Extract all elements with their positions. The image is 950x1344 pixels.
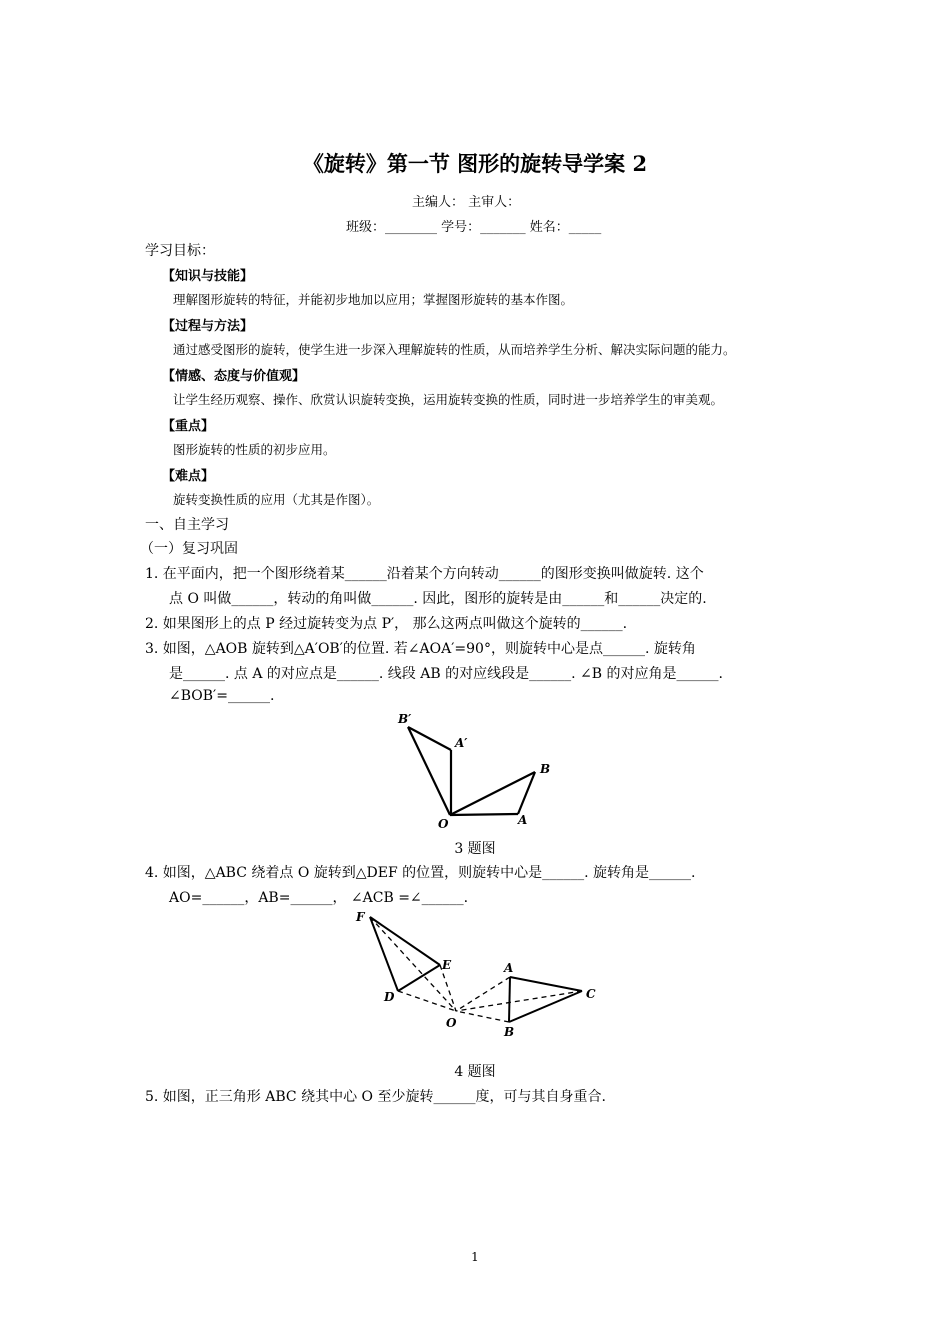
fig4-label-e: E (442, 958, 452, 972)
objective-label-difficulty: 【难点】 (162, 469, 215, 484)
student-info-line: 班级：________ 学号：_______ 姓名：_____ (346, 220, 602, 235)
figure-4-diagram (350, 905, 610, 1040)
fig4-label-d: D (384, 990, 395, 1004)
objective-label-process: 【过程与方法】 (162, 319, 254, 334)
subsection-heading: （一）复习巩固 (140, 541, 238, 557)
question-4-line-1: 4. 如图，△ABC 绕着点 O 旋转到△DEF 的位置，则旋转中心是______. 旋转角是______. (145, 865, 696, 881)
question-5: 5. 如图，正三角形 ABC 绕其中心 O 至少旋转______度，可与其自身重合. (145, 1089, 606, 1105)
fig4-dash-d-o (398, 991, 456, 1011)
question-1-line-1: 1. 在平面内，把一个图形绕着某______沿着某个方向转动______的图形变换叫做旋转. 这个 (145, 566, 704, 582)
question-3-line-1: 3. 如图，△AOB 旋转到△A′OB′的位置. 若∠AOA′=90°，则旋转中心是点______. 旋转角 (145, 641, 696, 657)
question-4-line-2: AO=______，AB=______， ∠ACB =∠______. (169, 890, 469, 906)
fig3-label-a-prime: A′ (455, 736, 468, 750)
fig3-label-b-prime: B′ (398, 712, 412, 726)
question-1-line-2: 点 O 叫做______，转动的角叫做______. 因此，图形的旋转是由______和______决定的. (169, 591, 707, 607)
fig4-seg-b-a (509, 977, 510, 1022)
objective-text-difficulty: 旋转变换性质的应用（尤其是作图）。 (173, 492, 380, 507)
objectives-heading: 学习目标： (145, 243, 215, 259)
fig4-dash-b-o (456, 1011, 509, 1022)
fig4-label-o: O (446, 1016, 457, 1030)
objective-label-key-point: 【重点】 (162, 419, 215, 434)
fig4-label-f: F (356, 910, 365, 924)
objective-text-process: 通过感受图形的旋转，使学生进一步深入理解旋转的性质，从而培养学生分析、解决实际问题的能力。 (173, 342, 736, 357)
objective-text-key-point: 图形旋转的性质的初步应用。 (173, 442, 336, 457)
fig4-dash-a-o (456, 977, 510, 1011)
fig4-dash-f-d (370, 917, 398, 991)
objective-text-knowledge: 理解图形旋转的特征，并能初步地加以应用；掌握图形旋转的基本作图。 (173, 292, 574, 307)
fig3-label-b: B (540, 762, 551, 776)
figure-3-caption: 3 题图 (454, 841, 496, 857)
fig4-label-b: B (504, 1025, 515, 1039)
objective-label-knowledge: 【知识与技能】 (162, 269, 254, 284)
section-heading: 一、自主学习 (145, 517, 229, 533)
fig3-label-a: A (518, 813, 528, 827)
fig4-seg-f-e (370, 917, 440, 965)
fig3-label-o: O (438, 817, 449, 831)
question-3-line-3: ∠BOB′=______. (169, 688, 275, 704)
fig4-label-c: C (586, 987, 596, 1001)
question-2: 2. 如果图形上的点 P 经过旋转变为点 P′， 那么这两点叫做这个旋转的______. (145, 616, 628, 632)
fig3-seg-o-bprime (408, 727, 450, 815)
fig4-seg-a-c (510, 977, 582, 991)
fig4-dash-c-o (456, 991, 582, 1011)
page-number: 1 (471, 1250, 479, 1264)
objective-label-attitude: 【情感、态度与价值观】 (162, 369, 306, 384)
editors-line: 主编人： 主审人： (412, 195, 521, 210)
figure-4-caption: 4 题图 (454, 1064, 496, 1080)
question-3-line-2: 是______. 点 A 的对应点是______. 线段 AB 的对应线段是______. ∠B 的对应角是______. (169, 666, 723, 682)
fig4-label-a: A (504, 961, 514, 975)
fig3-seg-o-b (450, 772, 535, 815)
fig3-seg-a-o (450, 814, 518, 815)
page-title: 《旋转》第一节 图形的旋转导学案 2 (302, 151, 648, 176)
fig4-seg-c-b (509, 991, 582, 1022)
figure-3-diagram (390, 705, 560, 833)
objective-text-attitude: 让学生经历观察、操作、欣赏认识旋转变换，运用旋转变换的性质，同时进一步培养学生的审美观。 (173, 392, 724, 407)
